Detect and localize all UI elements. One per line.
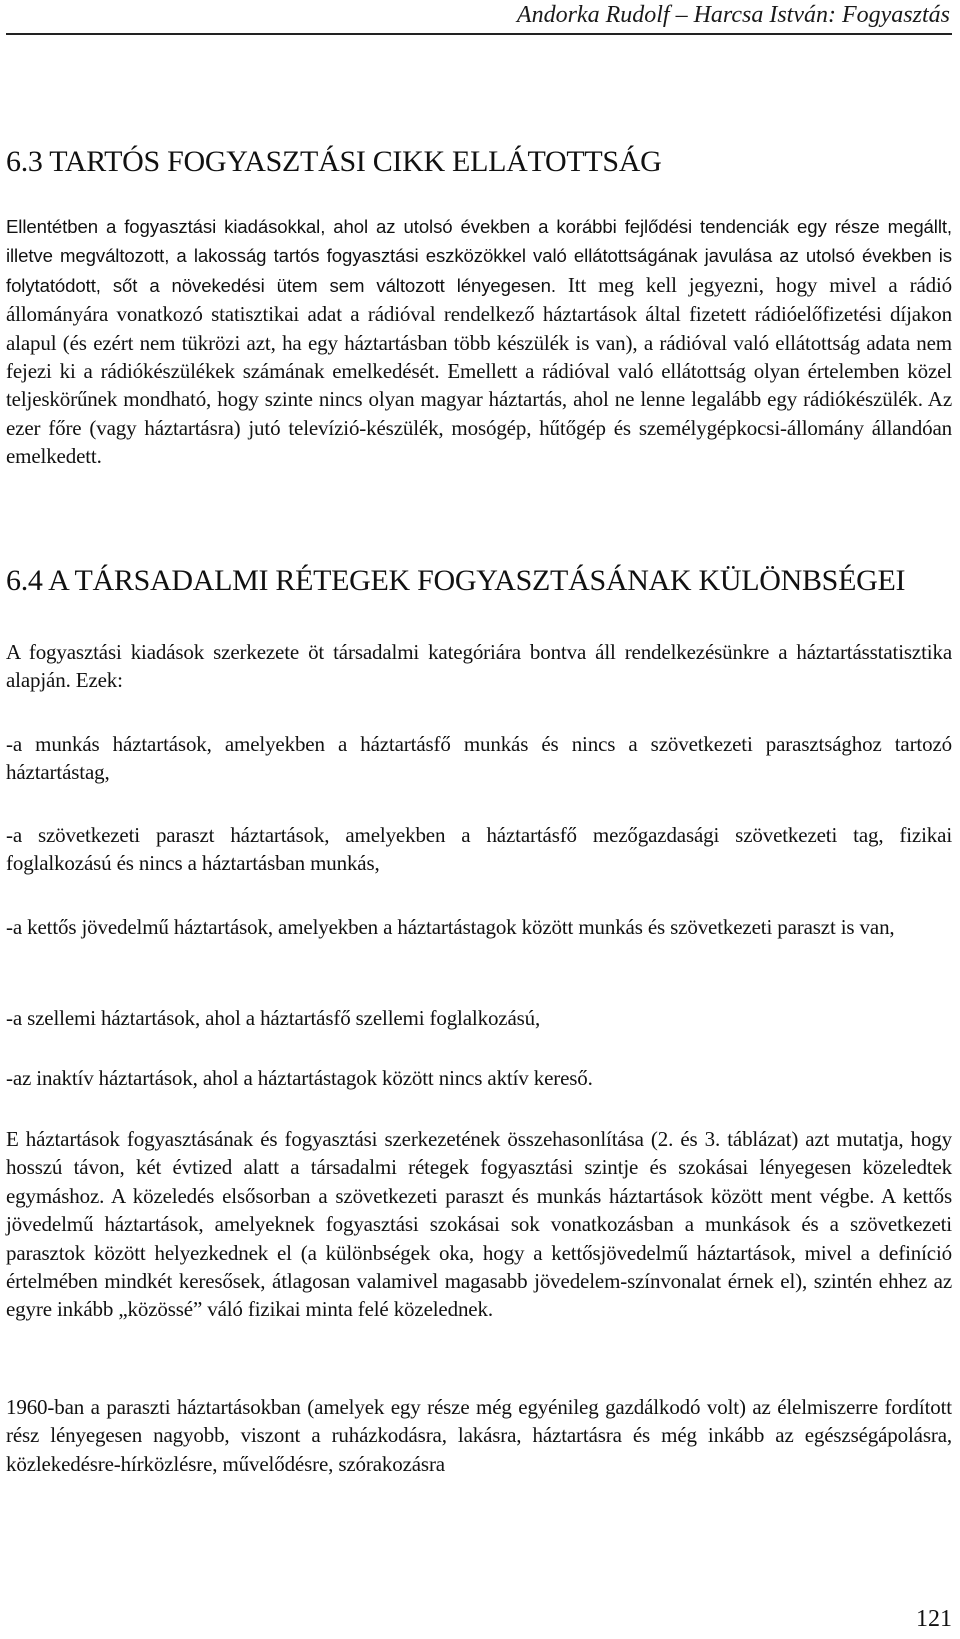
- paragraph-durable-goods-sans-part: Ellentétben a fogyasztási kiadásokkal, ahol az utolsó években a korábbi fejlődési tendenciák egy része megállt, illetve megváltozott, a lakosság tartós fogyasztási eszközökkel való ellátottságának javulása az utolsó években is folytatódott, sőt a növekedési ütem sem változott lényegesen.: [6, 216, 952, 296]
- page-header: [6, 0, 952, 35]
- paragraph-intro-categories: A fogyasztási kiadások szerkezete öt társadalmi kategóriára bontva áll rendelkezésünkre a háztartásstatisztika alapján. Ezek:: [6, 640, 952, 693]
- section-heading-6-3: 6.3 TARTÓS FOGYASZTÁSI CIKK ELLÁTOTTSÁG: [6, 145, 662, 178]
- list-item-dual-income-households: -a kettős jövedelmű háztartások, amelyekben a háztartástagok között munkás és szövetkezeti paraszt is van,: [6, 915, 895, 939]
- paragraph-1960: 1960-ban a paraszti háztartásokban (amelyek egy része még egyénileg gazdálkodó volt) az élelmiszerre fordított rész lényegesen nagyobb, viszont a ruházkodásra, lakásra, háztartásra és még inkább az egészségápolásra, közlekedésre-hírközlésre, művelődésre, szórakozásra: [6, 1395, 952, 1476]
- list-item-worker-households: -a munkás háztartások, amelyekben a háztartásfő munkás és nincs a szövetkezeti parasztsághoz tartozó háztartástag,: [6, 732, 952, 785]
- list-item-cooperative-peasant-households: -a szövetkezeti paraszt háztartások, amelyekben a háztartásfő mezőgazdasági szövetkezeti tag, fizikai foglalkozású és nincs a háztartásban munkás,: [6, 823, 952, 876]
- list-item-inactive-households: -az inaktív háztartások, ahol a háztartástagok között nincs aktív kereső.: [6, 1066, 593, 1090]
- paragraph-durable-goods: [6, 212, 952, 471]
- page-number: 121: [916, 1606, 952, 1632]
- list-item-intellectual-households: -a szellemi háztartások, ahol a háztartásfő szellemi foglalkozású,: [6, 1006, 541, 1030]
- paragraph-comparison: E háztartások fogyasztásának és fogyasztási szerkezetének összehasonlítása (2. és 3. táblázat) azt mutatja, hogy hosszú távon, két évtized alatt a társadalmi rétegek fogyasztási szintje és szokásai lényegesen közeledtek egymáshoz. A közeledés elsősorban a szövetkezeti paraszt és munkás háztartások között ment végbe. A kettős jövedelmű háztartások, amelyeknek fogyasztási szokásai sok vonatkozásban a munkások és a szövetkezeti parasztok között helyezkednek el (a különbségek oka, hogy a kettősjövedelmű háztartások, mivel a definíció értelmében mindkét keresősek, átlagosan valamivel magasabb jövedelem-színvonalat érnek el), szintén ehhez az egyre inkább „közössé” váló fizikai minta felé közelednek.: [6, 1127, 952, 1322]
- section-heading-6-4: 6.4 A TÁRSADALMI RÉTEGEK FOGYASZTÁSÁNAK KÜLÖNBSÉGEI: [6, 564, 906, 597]
- running-head: Andorka Rudolf – Harcsa István: Fogyasztás: [516, 2, 950, 28]
- paragraph-durable-goods-serif-part: Itt meg kell jegyezni, hogy mivel a rádió állományára vonatkozó statisztikai adat a rádióval rendelkező háztartások által fizetett rádióelőfizetési díjakon alapul (és ezért nem tükrözi azt, ha egy háztartásban több készülék is van), a rádióval való ellátottság adata nem fejezi ki a rádiókészülékek számának emelkedését. Emellett a rádióval való ellátottság olyan értelemben közel teljeskörűnek mondható, hogy szinte nincs olyan magyar háztartás, ahol ne lenne legalább egy rádiókészülék. Az ezer főre (vagy háztartásra) jutó televízió-készülék, mosógép, hűtőgép és személygépkocsi-állomány állandóan emelkedett.: [6, 272, 952, 469]
